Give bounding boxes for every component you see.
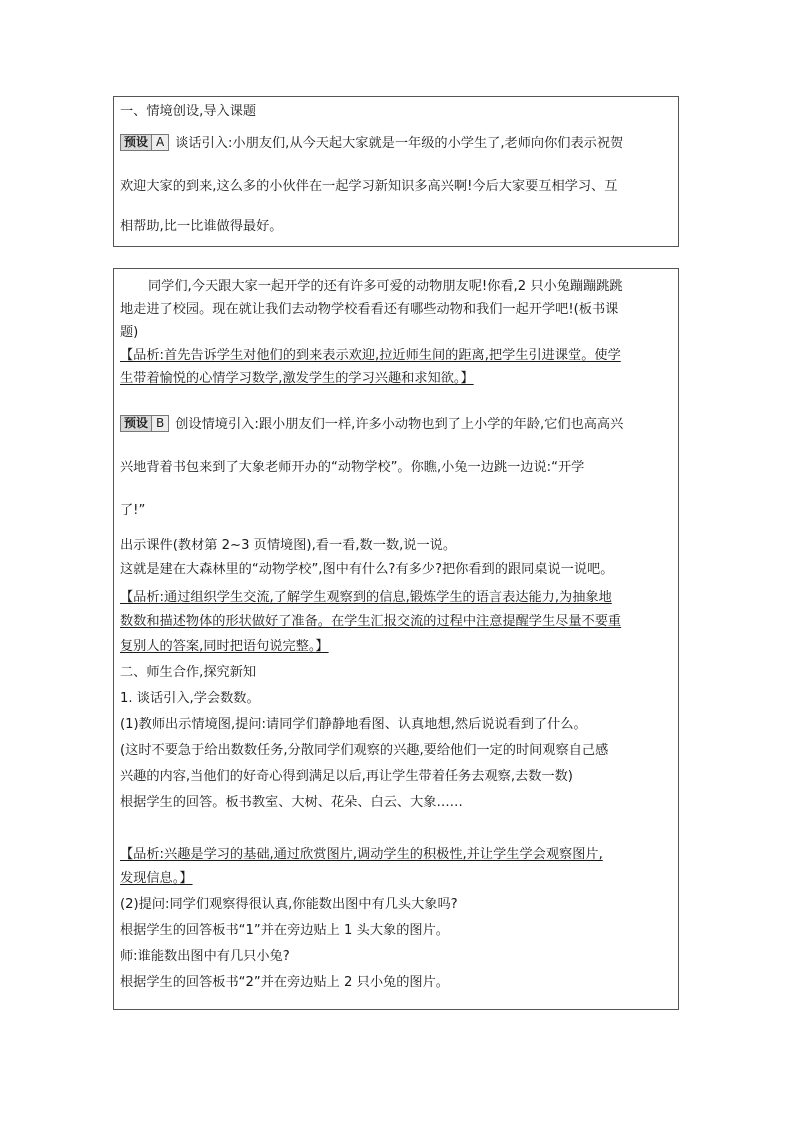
section-heading: 二、师生合作,探究新知 [120,665,257,680]
intro-section-box [113,96,679,247]
paragraph-line: (2)提问:同学们观察得很认真,你能数出图中有几头大象吗? [120,897,458,912]
paragraph-line: 1. 谈话引入,学会数数。 [120,691,260,706]
preset-b-line [120,415,623,434]
paragraph-line: (这时不要急于给出数数任务,分散同学们观察的兴趣,要给他们一定的时间观察自己感 [120,743,609,758]
paragraph-line: 了!” [120,503,146,518]
preset-a-line [120,134,623,153]
paragraph-line: 兴地背着书包来到了大象老师开办的“动物学校”。你瞧,小兔一边跳一边说:“开学 [120,460,585,475]
intro-line: 题) [120,325,139,340]
intro-line: 同学们,今天跟大家一起开学的还有许多可爱的动物朋友呢!你看,2 只小兔蹦蹦跳跳 [148,279,623,294]
intro-line: 地走进了校园。现在就让我们去动物学校看看还有哪些动物和我们一起开学吧!(板书课 [120,302,619,317]
paragraph-line: 相帮助,比一比谁做得最好。 [120,219,283,234]
paragraph-line: (1)教师出示情境图,提问:请同学们静静地看图、认真地想,然后说说看到了什么。 [120,717,587,732]
section-heading: 一、情境创设,导入课题 [120,104,257,119]
preset-a-badge: 预设 A [120,134,169,151]
analysis-line: 复别人的答案,同时把语句说完整。】 [120,639,329,654]
paragraph-line: 欢迎大家的到来,这么多的小伙伴在一起学习新知识多高兴啊!今后大家要互相学习、互 [120,179,618,194]
paragraph-line: 创设情境引入:跟小朋友们一样,许多小动物也到了上小学的年龄,它们也高高兴 [175,417,624,432]
paragraph-line: 这就是建在大森林里的“动物学校”,图中有什么?有多少?把你看到的跟同桌说一说吧。 [120,562,614,577]
paragraph-line: 出示课件(教材第 2~3 页情境图),看一看,数一数,说一说。 [120,538,457,553]
analysis-line: 发现信息。】 [120,871,193,886]
lesson-content-box [113,268,679,1010]
paragraph-line: 谈话引入:小朋友们,从今天起大家就是一年级的小学生了,老师向你们表示祝贺 [175,136,624,151]
analysis-line: 【品析:兴趣是学习的基础,通过欣赏图片,调动学生的积极性,并让学生学会观察图片, [120,847,603,862]
analysis-line: 数数和描述物体的形状做好了准备。在学生汇报交流的过程中注意提醒学生尽量不要重 [120,614,622,629]
preset-b-badge: 预设 B [120,415,169,432]
paragraph-line: 兴趣的内容,当他们的好奇心得到满足以后,再让学生带着任务去观察,去数一数) [120,769,573,784]
paragraph-line: 师:谁能数出图中有几只小兔? [120,949,290,964]
paragraph-line: 根据学生的回答板书“1”并在旁边贴上 1 头大象的图片。 [120,923,449,938]
paragraph-line: 根据学生的回答板书“2”并在旁边贴上 2 只小兔的图片。 [120,975,449,990]
analysis-line: 生带着愉悦的心情学习数学,激发学生的学习兴趣和求知欲。】 [120,371,474,386]
analysis-line: 【品析:通过组织学生交流,了解学生观察到的信息,锻炼学生的语言表达能力,为抽象地 [120,590,612,605]
analysis-line: 【品析:首先告诉学生对他们的到来表示欢迎,拉近师生间的距离,把学生引进课堂。使学 [120,348,621,363]
paragraph-line: 根据学生的回答。板书教室、大树、花朵、白云、大象…… [120,795,463,810]
